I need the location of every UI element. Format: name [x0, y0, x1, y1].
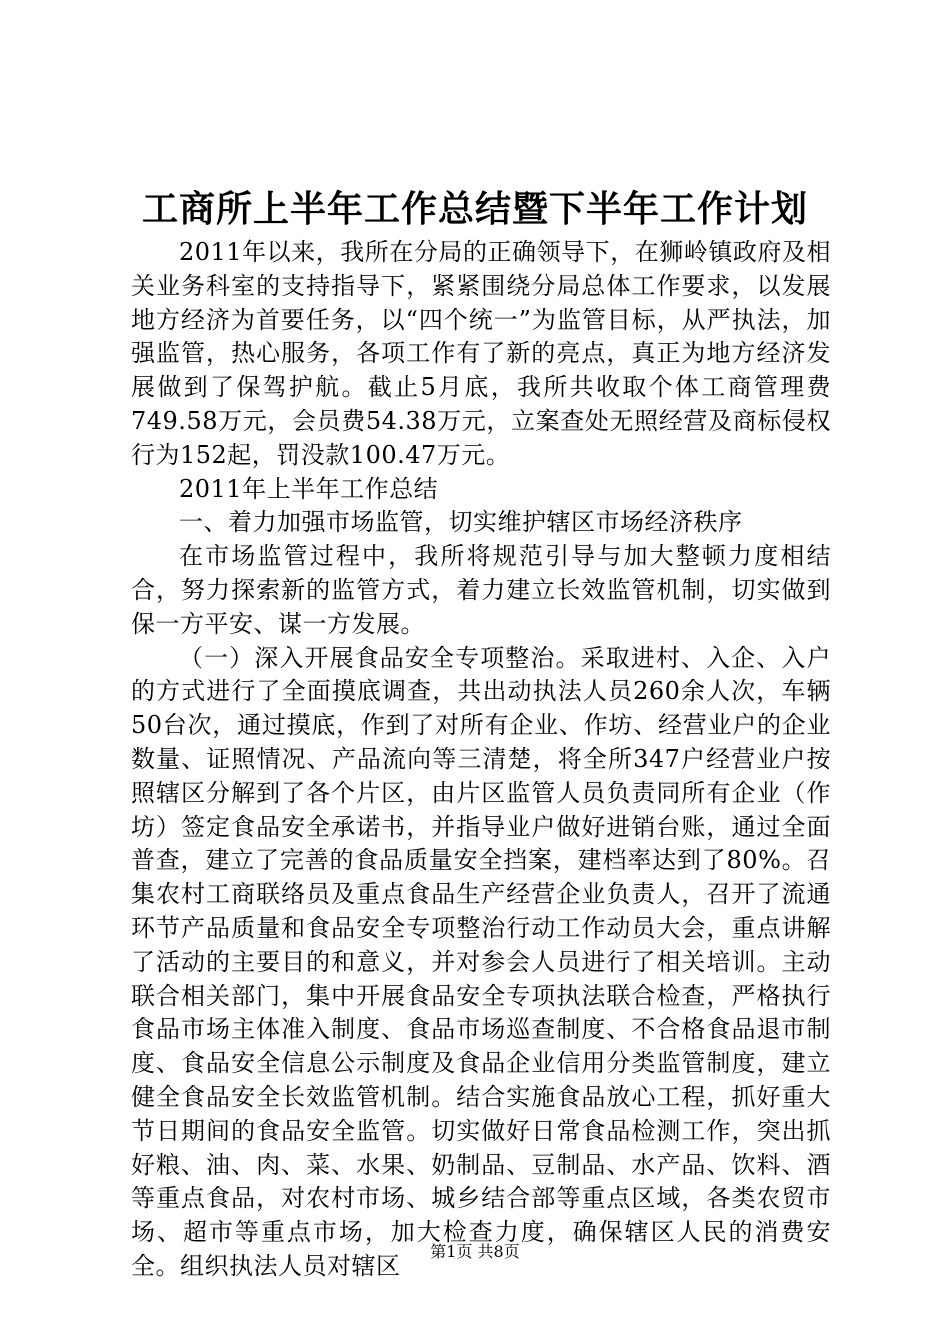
body-paragraph: 在市场监管过程中，我所将规范引导与加大整顿力度相结合，努力探索新的监管方式，着力建立长效监管机制，切实做到保一方平安、谋一方发展。: [131, 542, 831, 638]
document-title: 工商所上半年工作总结暨下半年工作计划: [141, 188, 808, 230]
subsection-heading: 一、着力加强市场监管，切实维护辖区市场经济秩序: [179, 508, 743, 537]
document-body: [131, 236, 831, 1284]
intro-paragraph: 2011年以来，我所在分局的正确领导下，在狮岭镇政府及相关业务科室的支持指导下，紧紧围绕分局总体工作要求，以发展地方经济为首要任务，以“四个统一”为监管目标，从严执法，加强监管，热心服务，各项工作有了新的亮点，真正为地方经济发展做到了保驾护航。截止5月底，我所共收取个体工商管理费749.58万元，会员费54.38万元，立案查处无照经营及商标侵权行为152起，罚没款100.47万元。: [131, 238, 831, 469]
body-paragraph: （一）深入开展食品安全专项整治。采取进村、入企、入户的方式进行了全面摸底调查，共出动执法人员260余人次，车辆50台次，通过摸底，作到了对所有企业、作坊、经营业户的企业数量、证照情况、产品流向等三清楚，将全所347户经营业户按照辖区分解到了各个片区，由片区监管人员负责同所有企业（作坊）签定食品安全承诺书，并指导业户做好进销台账，通过全面普查，建立了完善的食品质量安全挡案，建档率达到了80%。召集农村工商联络员及重点食品生产经营企业负责人，召开了流通环节产品质量和食品安全专项整治行动工作动员大会，重点讲解了活动的主要目的和意义，并对参会人员进行了相关培训。主动联合相关部门，集中开展食品安全专项执法联合检查，严格执行食品市场主体准入制度、食品市场巡查制度、不合格食品退市制度、食品安全信息公示制度及食品企业信用分类监管制度，建立健全食品安全长效监管机制。结合实施食品放心工程，抓好重大节日期间的食品安全监管。切实做好日常食品检测工作，突出抓好粮、油、肉、菜、水果、奶制品、豆制品、水产品、饮料、酒等重点食品，对农村市场、城乡结合部等重点区域，各类农贸市场、超市等重点市场，加大检查力度，确保辖区人民的消费安全。组织执法人员对辖区: [131, 643, 831, 1280]
section-heading: 2011年上半年工作总结: [179, 474, 439, 503]
page-footer: 第1页 共8页: [430, 1242, 520, 1261]
